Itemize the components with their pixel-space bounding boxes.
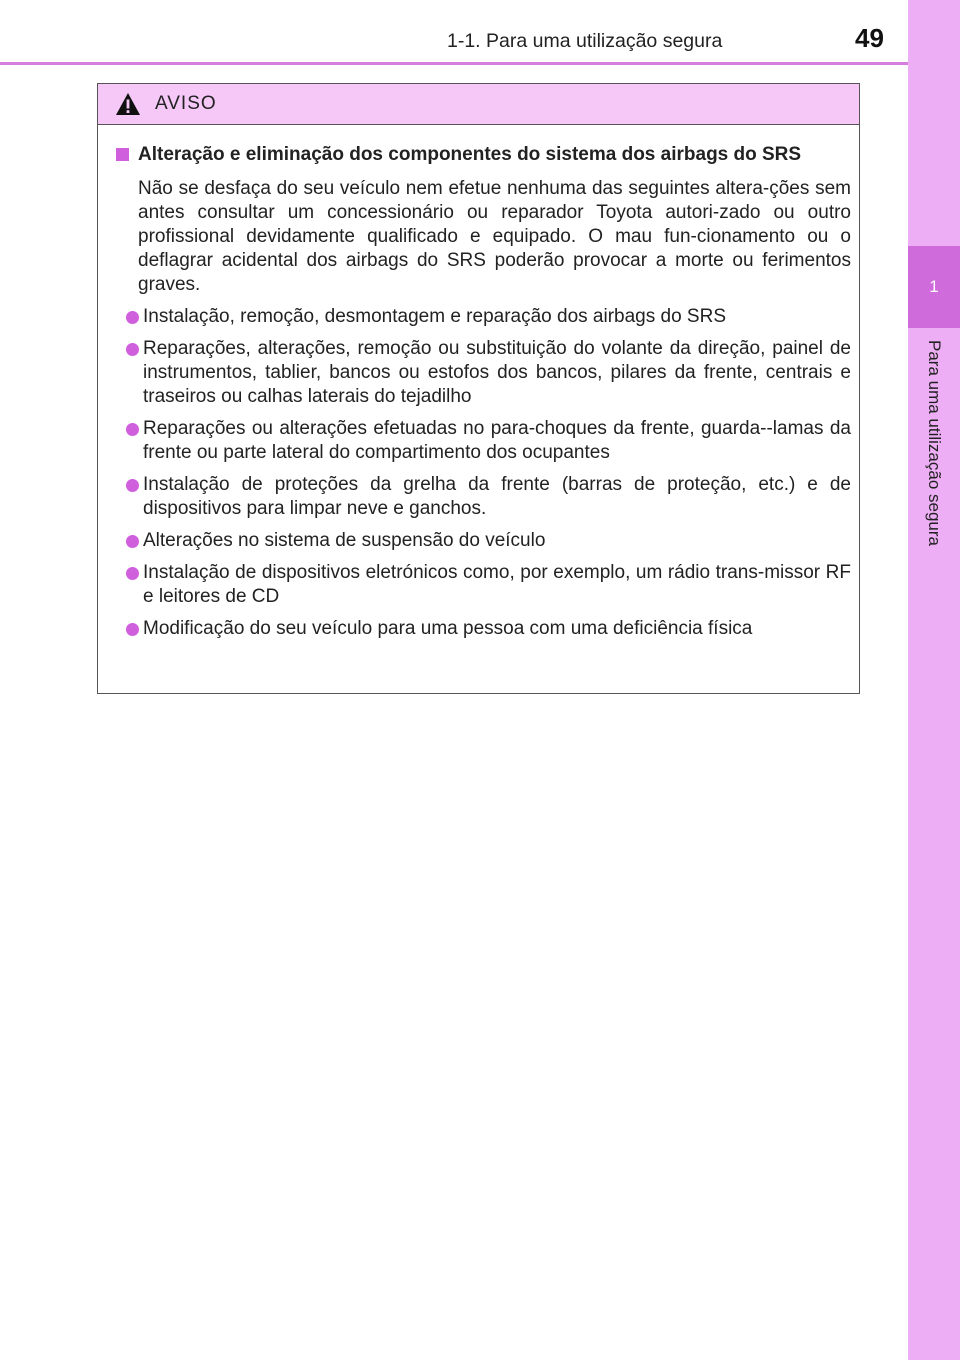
list-item [116, 617, 851, 641]
list-item [116, 305, 851, 329]
side-band [908, 0, 960, 1360]
circle-bullet-icon [126, 623, 139, 636]
square-bullet-icon [116, 148, 129, 161]
warning-section-title-text: Alteração e eliminação dos componentes do sistema dos airbags do SRS [138, 144, 802, 165]
warning-list [116, 305, 851, 641]
warning-label: AVISO [155, 93, 217, 114]
list-item [116, 561, 851, 609]
list-item-text: Reparações, alterações, remoção ou substituição do volante da direção, painel de instrumentos, tablier, bancos ou estofos dos bancos, pilares da frente, centrais e traseiros ou calhas laterais do tejadilho [143, 338, 851, 407]
circle-bullet-icon [126, 479, 139, 492]
header-rule [0, 62, 908, 65]
warning-body [98, 125, 859, 641]
warning-triangle-icon [115, 92, 141, 116]
chapter-side-label: Para uma utilização segura [925, 340, 944, 547]
list-item-text: Instalação de proteções da grelha da frente (barras de proteção, etc.) e de dispositivos para limpar neve e ganchos. [143, 474, 851, 519]
circle-bullet-icon [126, 535, 139, 548]
circle-bullet-icon [126, 567, 139, 580]
list-item-text: Reparações ou alterações efetuadas no para-choques da frente, guarda--lamas da frente ou parte lateral do compartimento dos ocupantes [143, 418, 851, 463]
list-item-text: Modificação do seu veículo para uma pessoa com uma deficiência física [143, 618, 753, 639]
list-item [116, 529, 851, 553]
list-item [116, 417, 851, 465]
list-item-text: Alterações no sistema de suspensão do veículo [143, 530, 546, 551]
list-item [116, 337, 851, 409]
list-item-text: Instalação, remoção, desmontagem e reparação dos airbags do SRS [143, 306, 726, 327]
page-number: 49 [855, 23, 884, 53]
circle-bullet-icon [126, 311, 139, 324]
warning-header [98, 84, 859, 125]
warning-box [97, 83, 860, 694]
chapter-number: 1 [929, 277, 939, 296]
warning-intro: Não se desfaça do seu veículo nem efetue nenhuma das seguintes altera-ções sem antes consultar um concessionário ou reparador Toyota autori-zado ou outro profissional devidamente qualificado e equipado. O mau fun-cionamento ou o deflagrar acidental dos airbags do SRS poderão provocar a morte ou ferimentos graves. [138, 178, 851, 295]
section-header-title: 1-1. Para uma utilização segura [447, 30, 723, 52]
circle-bullet-icon [126, 343, 139, 356]
chapter-tab [908, 246, 960, 328]
list-item-text: Instalação de dispositivos eletrónicos como, por exemplo, um rádio trans-missor RF e leitores de CD [143, 562, 851, 607]
circle-bullet-icon [126, 423, 139, 436]
list-item [116, 473, 851, 521]
warning-section-title [116, 143, 851, 167]
